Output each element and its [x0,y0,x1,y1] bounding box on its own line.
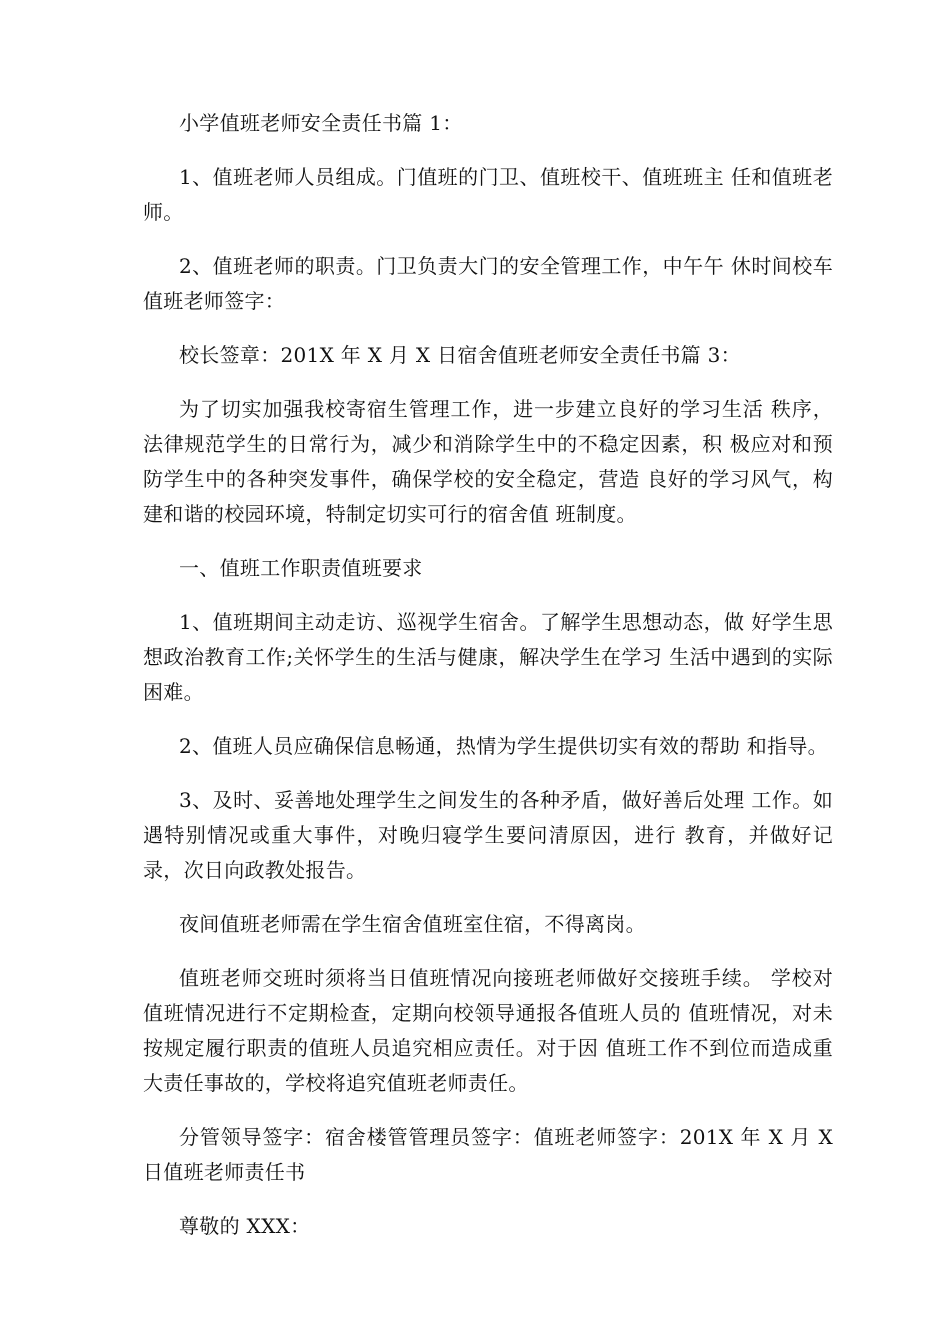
paragraph-staff-composition: 1、值班老师人员组成。门值班的门卫、值班校干、值班班主 任和值班老师。 [143,165,833,224]
paragraph-item-3: 3、及时、妥善地处理学生之间发生的各种矛盾，做好善后处理 工作。如遇特别情况或重大事件，对晚归寝学生要问清原因，进行 教育，并做好记录，次日向政教处报告。 [143,788,833,882]
section-heading-duties: 一、值班工作职责值班要求 [179,556,423,580]
paragraph-handover: 值班老师交班时须将当日值班情况向接班老师做好交接班手续。 学校对值班情况进行不定期检查，定期向校领导通报各值班人员的 值班情况，对未按规定履行职责的值班人员追究相应责任。对于因 值班工作不到位而造成重大责任事故的，学校将追究值班老师责任。 [143,966,833,1095]
paragraph-salutation: 尊敬的 XXX： [179,1214,311,1238]
paragraph-item-1: 1、值班期间主动走访、巡视学生宿舍。了解学生思想动态，做 好学生思想政治教育工作;关怀学生的生活与健康，解决学生在学习 生活中遇到的实际困难。 [143,610,833,704]
paragraph-signatures: 分管领导签字：宿舍楼管管理员签字：值班老师签字：201X 年 X 月 X 日值班老师责任书 [143,1125,833,1184]
paragraph-item-2: 2、值班人员应确保信息畅通，热情为学生提供切实有效的帮助 和指导。 [179,734,828,758]
document-body [143,106,833,1263]
paragraph-purpose: 为了切实加强我校寄宿生管理工作，进一步建立良好的学习生活 秩序，法律规范学生的日常行为，减少和消除学生中的不稳定因素，积 极应对和预防学生中的各种突发事件，确保学校的安全稳定，营造 良好的学习风气，构建和谐的校园环境，特制定切实可行的宿舍值 班制度。 [143,397,833,526]
paragraph-principal-seal: 校长签章：201X 年 X 月 X 日宿舍值班老师安全责任书篇 3： [179,343,741,367]
paragraph-night-duty: 夜间值班老师需在学生宿舍值班室住宿，不得离岗。 [179,912,646,936]
paragraph-title-part1: 小学值班老师安全责任书篇 1： [179,111,463,135]
paragraph-staff-duties: 2、值班老师的职责。门卫负责大门的安全管理工作，中午午 休时间校车值班老师签字： [143,254,833,313]
